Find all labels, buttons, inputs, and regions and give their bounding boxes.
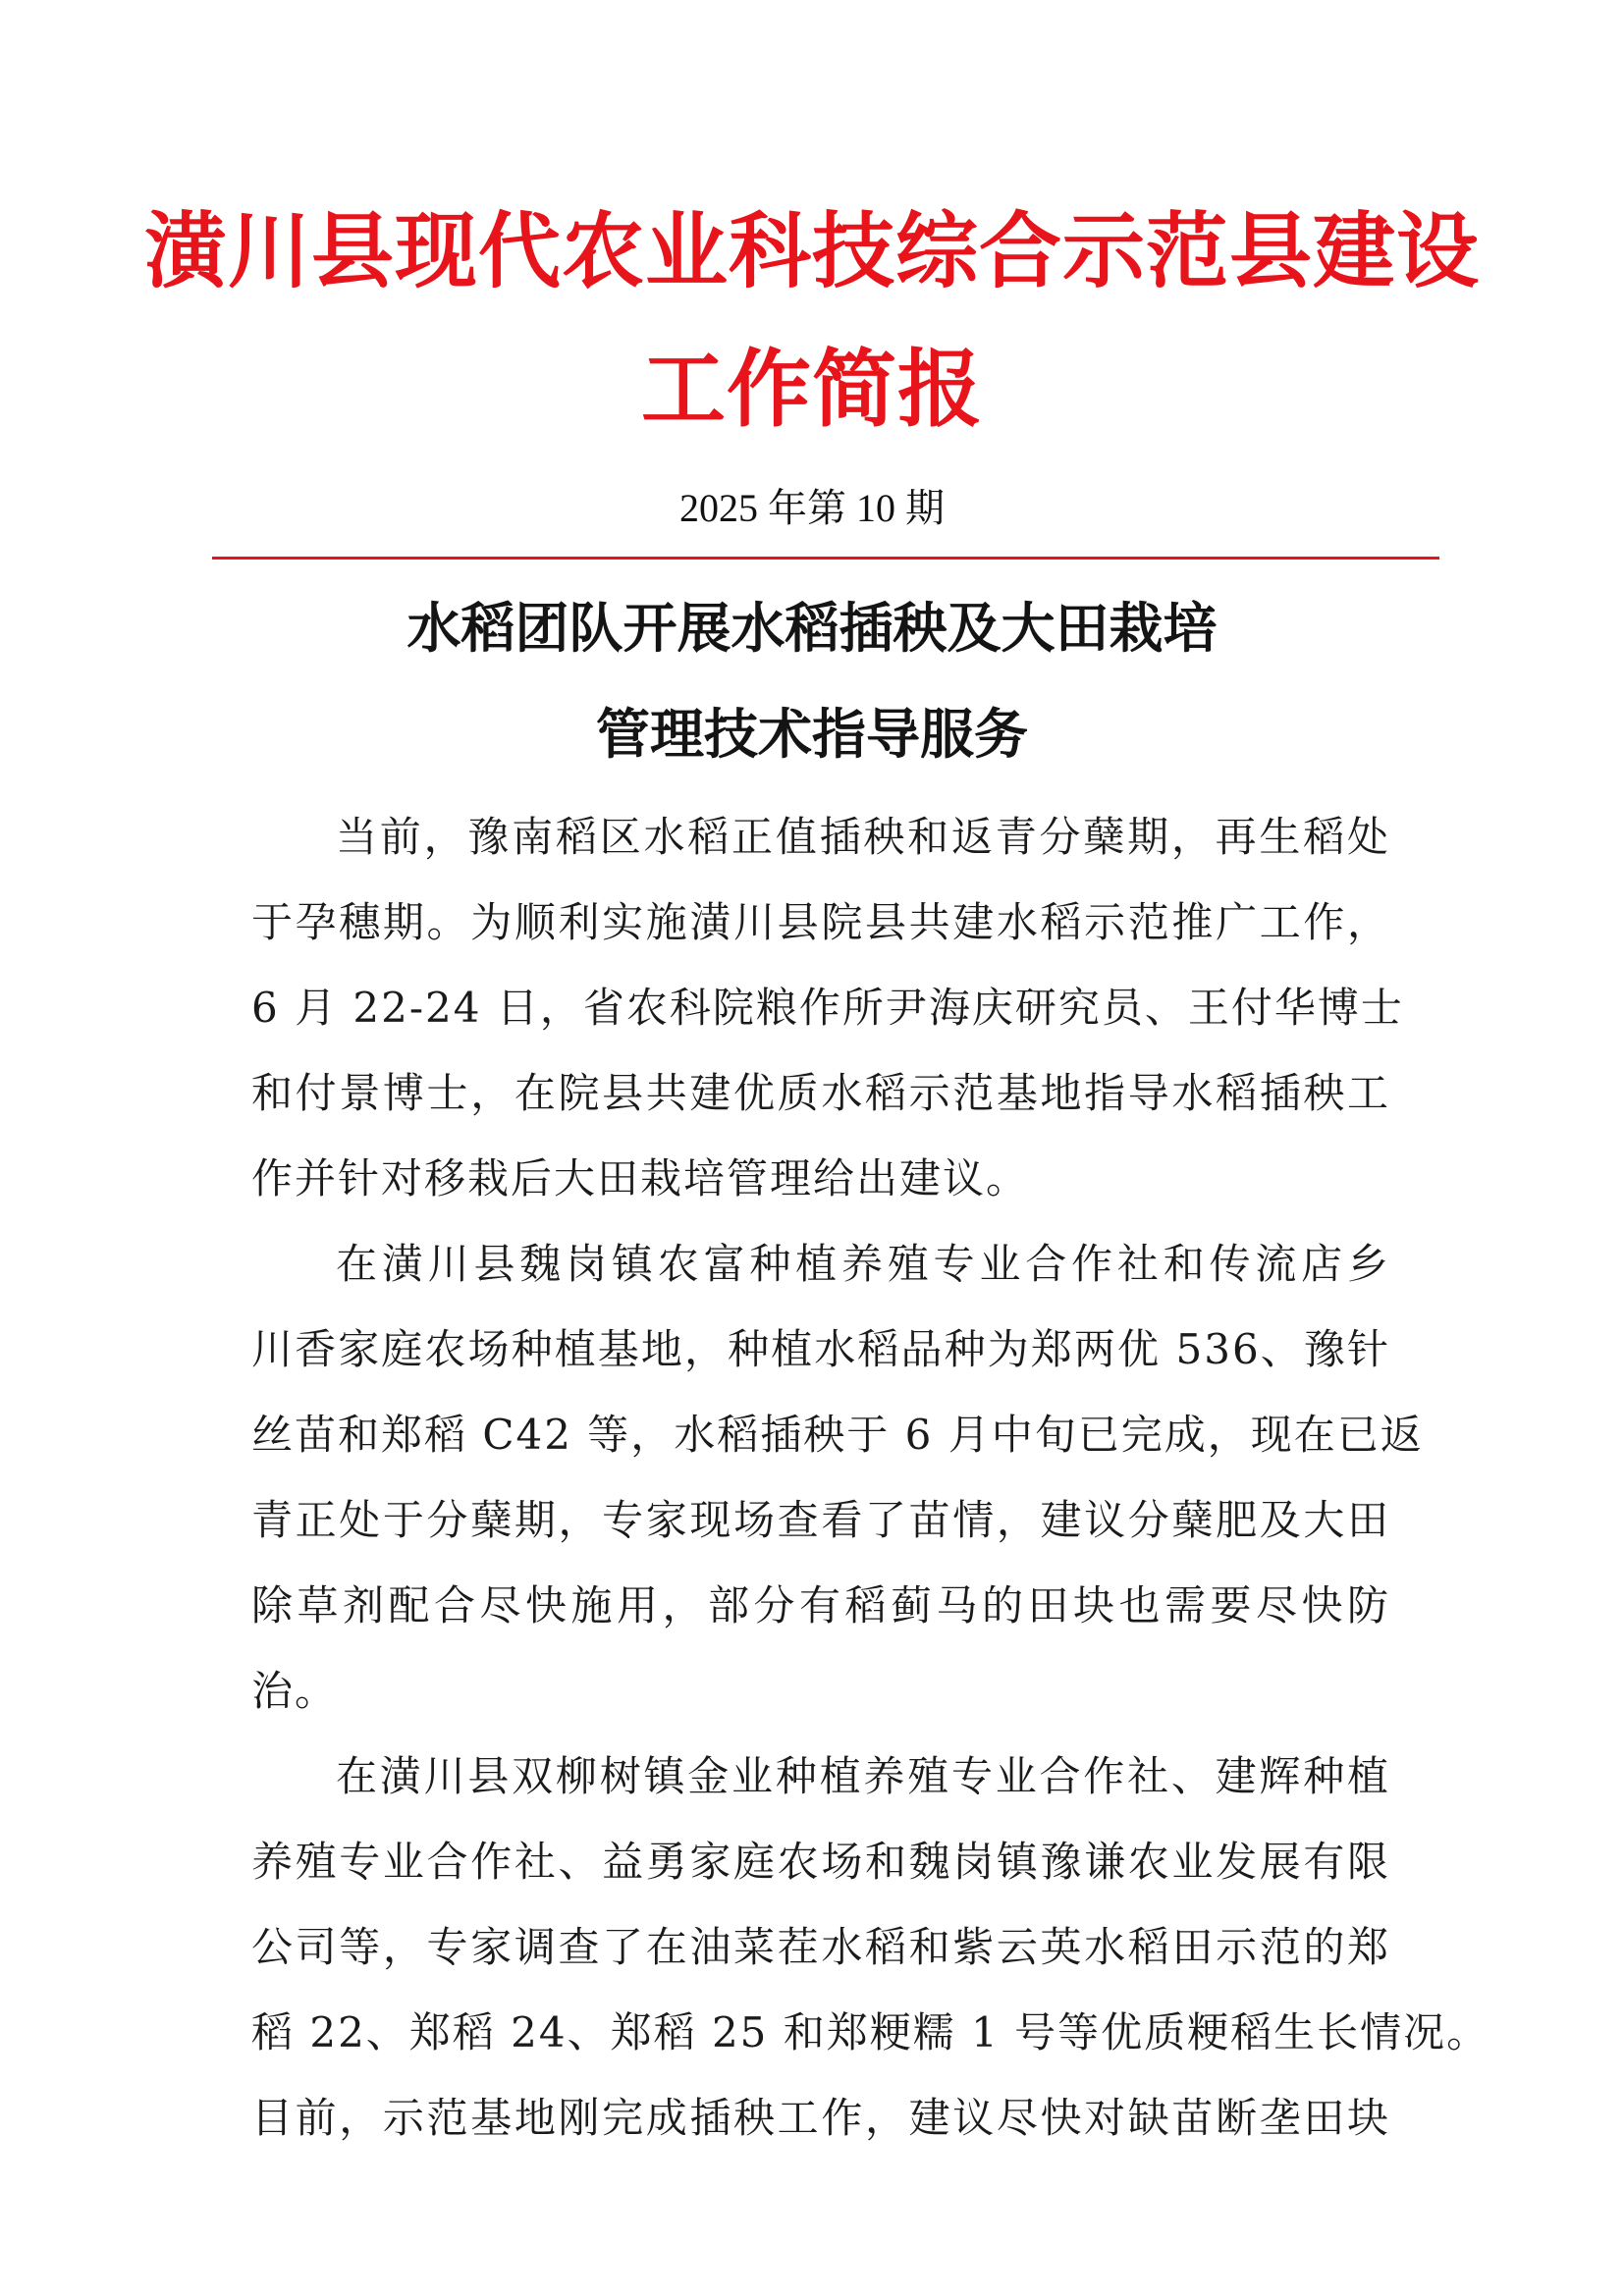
body-text-line: 目前，示范基地刚完成插秧工作，建议尽快对缺苗断垄田块 bbox=[251, 2094, 1390, 2142]
body-text-line: 和付景博士，在院县共建优质水稻示范基地指导水稻插秧工 bbox=[251, 1069, 1390, 1117]
masthead-title-line-1: 潢川县现代农业科技综合示范县建设 bbox=[143, 202, 1480, 299]
body-text-line: 稻 22、郑稻 24、郑稻 25 和郑粳糯 1 号等优质粳稻生长情况。 bbox=[251, 2008, 1490, 2056]
article-headline-line-2: 管理技术指导服务 bbox=[595, 702, 1028, 766]
body-text-line: 养殖专业合作社、益勇家庭农场和魏岗镇豫谦农业发展有限 bbox=[251, 1838, 1390, 1886]
body-text-line: 在潢川县双柳树镇金业种植养殖专业合作社、建辉种植 bbox=[336, 1752, 1390, 1800]
body-text-line: 除草剂配合尽快施用，部分有稻蓟马的田块也需要尽快防 bbox=[251, 1581, 1390, 1629]
article-headline-line-1: 水稻团队开展水稻插秧及大田栽培 bbox=[406, 596, 1218, 660]
body-text-line: 在潢川县魏岗镇农富种植养殖专业合作社和传流店乡 bbox=[336, 1240, 1390, 1288]
body-text-line: 丝苗和郑稻 C42 等，水稻插秧于 6 月中旬已完成，现在已返 bbox=[251, 1411, 1424, 1459]
body-text-line: 6 月 22-24 日，省农科院粮作所尹海庆研究员、王付华博士 bbox=[251, 984, 1404, 1032]
body-text-line: 当前，豫南稻区水稻正值插秧和返青分蘖期，再生稻处 bbox=[336, 813, 1390, 861]
masthead-title-line-2: 工作简报 bbox=[641, 340, 983, 439]
body-text-line: 作并针对移栽后大田栽培管理给出建议。 bbox=[251, 1154, 1030, 1202]
body-text-line: 公司等，专家调查了在油菜茬水稻和紫云英水稻田示范的郑 bbox=[251, 1923, 1390, 1971]
issue-number: 2025 年第 10 期 bbox=[679, 486, 945, 530]
body-text-line: 于孕穗期。为顺利实施潢川县院县共建水稻示范推广工作， bbox=[251, 898, 1390, 946]
body-text-line: 治。 bbox=[251, 1667, 339, 1715]
body-text-line: 青正处于分蘖期，专家现场查看了苗情，建议分蘖肥及大田 bbox=[251, 1496, 1390, 1544]
red-divider-line bbox=[212, 557, 1439, 560]
body-text-line: 川香家庭农场种植基地，种植水稻品种为郑两优 536、豫针 bbox=[251, 1325, 1390, 1373]
